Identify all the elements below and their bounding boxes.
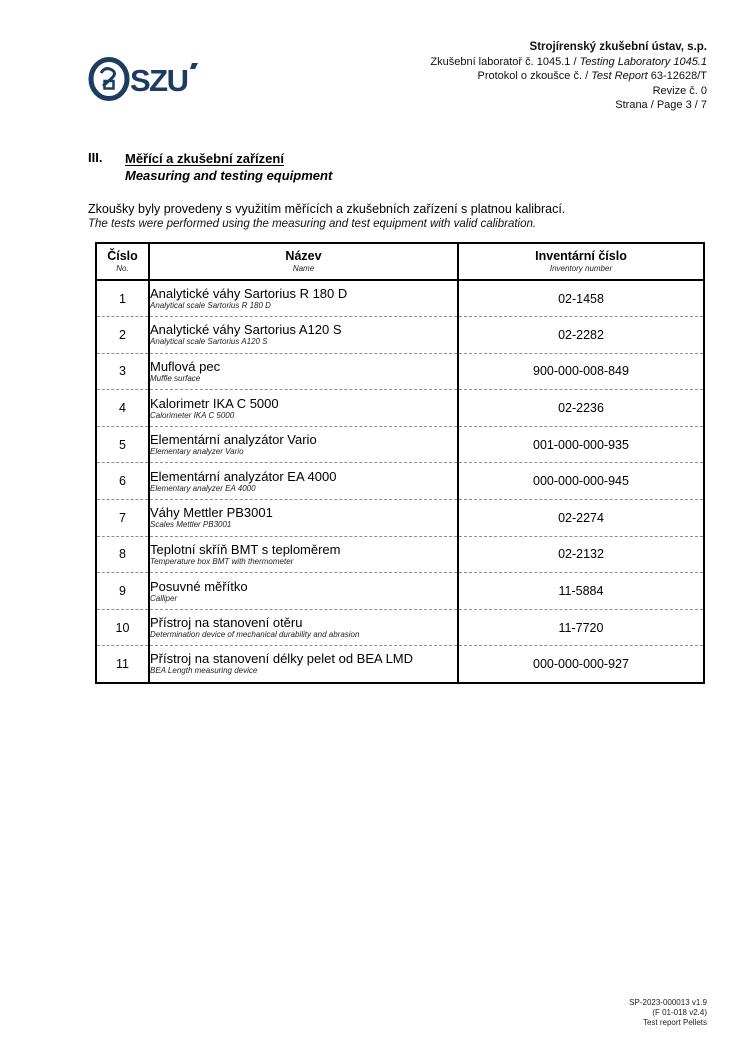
equipment-name-en: Temperature box BMT with thermometer bbox=[150, 556, 294, 566]
report-line bbox=[430, 69, 707, 84]
report-header bbox=[430, 40, 707, 113]
section-heading bbox=[88, 150, 332, 184]
row-number: 8 bbox=[96, 536, 149, 573]
equipment-name-en: Scales Mettler PB3001 bbox=[150, 520, 232, 530]
header-cell-name bbox=[149, 243, 458, 280]
equipment-name-en: Elementary analyzer EA 4000 bbox=[150, 483, 256, 493]
equipment-name-cell bbox=[149, 353, 458, 390]
section-numeral: III. bbox=[88, 150, 103, 165]
header-inv-en: Inventory number bbox=[549, 264, 613, 273]
row-number: 9 bbox=[96, 573, 149, 610]
table-row bbox=[96, 353, 704, 390]
szu-logo bbox=[88, 56, 204, 102]
inventory-number: 11-5884 bbox=[458, 573, 704, 610]
row-number: 1 bbox=[119, 291, 126, 306]
equipment-name-cz: Posuvné měřítko bbox=[150, 578, 248, 594]
table-row bbox=[96, 646, 704, 683]
intro-cz: Zkoušky byly provedeny s využitím měřících a zkušebních zařízení s platnou kalibrací. bbox=[88, 202, 566, 216]
equipment-name-en: Muffle surface bbox=[150, 373, 201, 383]
section-title-cz: Měřící a zkušební zařízení bbox=[125, 151, 284, 166]
table-row bbox=[96, 317, 704, 354]
table-header-row bbox=[96, 243, 704, 280]
inventory-number: 02-1458 bbox=[558, 291, 604, 306]
company-name: Strojírenský zkušební ústav, s.p. bbox=[529, 41, 707, 53]
inventory-number: 02-2282 bbox=[458, 317, 704, 354]
equipment-name-cz: Elementární analyzátor Vario bbox=[150, 432, 317, 448]
revision-line: Revize č. 0 bbox=[652, 84, 707, 97]
inventory-number: 02-2274 bbox=[458, 500, 704, 537]
footer-form-code: (F 01-018 v2.4) bbox=[652, 1008, 707, 1017]
inventory-number: 000-000-000-945 bbox=[458, 463, 704, 500]
row-number: 4 bbox=[96, 390, 149, 427]
equipment-name-cell bbox=[149, 536, 458, 573]
header-cell-inventory bbox=[458, 243, 704, 280]
row-number: 11 bbox=[96, 646, 149, 683]
report-number: 63-12628/T bbox=[647, 70, 707, 83]
lab-line bbox=[430, 55, 707, 70]
table-row bbox=[96, 609, 704, 646]
row-number: 10 bbox=[96, 609, 149, 646]
intro-en: The tests were performed using the measuring and test equipment with valid calibration. bbox=[88, 218, 537, 230]
inventory-number: 000-000-000-927 bbox=[458, 646, 704, 683]
report-line-cz: Protokol o zkoušce č. / bbox=[477, 70, 592, 83]
equipment-name-en: Elementary analyzer Vario bbox=[150, 447, 244, 457]
inventory-number: 02-2132 bbox=[458, 536, 704, 573]
equipment-name-cz: Váhy Mettler PB3001 bbox=[150, 505, 273, 521]
header-inv-cz: Inventární číslo bbox=[535, 249, 627, 263]
equipment-name-cell bbox=[149, 426, 458, 463]
logo-accent bbox=[190, 63, 198, 69]
equipment-name-cz: Analytické váhy Sartorius R 180 D bbox=[150, 286, 348, 302]
table-row bbox=[96, 573, 704, 610]
header-no-cz: Číslo bbox=[107, 249, 138, 263]
page-number-line: Strana / Page 3 / 7 bbox=[615, 99, 707, 112]
equipment-name-cz: Kalorimetr IKA C 5000 bbox=[150, 395, 279, 411]
row-number: 7 bbox=[96, 500, 149, 537]
table-row bbox=[96, 390, 704, 427]
table-row bbox=[96, 280, 704, 317]
row-number: 2 bbox=[96, 317, 149, 354]
footer-doc-code: SP-2023-000013 v1.9 bbox=[629, 998, 707, 1007]
equipment-name-en: Analytical scale Sartorius A120 S bbox=[150, 337, 268, 347]
equipment-name-cz: Analytické váhy Sartorius A120 S bbox=[150, 322, 342, 338]
row-number: 3 bbox=[96, 353, 149, 390]
equipment-name-cell bbox=[149, 317, 458, 354]
inventory-number: 900-000-008-849 bbox=[458, 353, 704, 390]
lab-line-cz: Zkušební laboratoř č. 1045.1 / bbox=[430, 55, 580, 68]
equipment-name-cz: Muflová pec bbox=[150, 358, 221, 374]
equipment-table bbox=[95, 242, 705, 684]
inventory-number: 11-7720 bbox=[458, 609, 704, 646]
header-name-en: Name bbox=[292, 264, 315, 273]
equipment-name-cell bbox=[149, 646, 458, 683]
section-titles bbox=[125, 150, 332, 184]
inventory-number: 02-2236 bbox=[458, 390, 704, 427]
header-name-cz: Název bbox=[285, 249, 322, 263]
equipment-name-cell bbox=[149, 609, 458, 646]
equipment-name-cz: Přístroj na stanovení délky pelet od BEA LMD bbox=[150, 651, 414, 667]
equipment-name-cell bbox=[149, 573, 458, 610]
document-footer bbox=[629, 998, 707, 1028]
equipment-name-cell bbox=[149, 500, 458, 537]
lab-line-en: Testing Laboratory 1045.1 bbox=[579, 55, 707, 68]
row-number: 5 bbox=[96, 426, 149, 463]
footer-doc-name: Test report Pellets bbox=[642, 1018, 707, 1027]
equipment-name-en: Calliper bbox=[150, 593, 178, 603]
header-cell-no bbox=[96, 243, 149, 280]
logo-text: SZU bbox=[130, 63, 188, 98]
row-number: 6 bbox=[96, 463, 149, 500]
section-title-en: Measuring and testing equipment bbox=[125, 168, 333, 183]
equipment-name-cell bbox=[149, 390, 458, 427]
intro-paragraph bbox=[88, 201, 565, 232]
equipment-name-cell bbox=[149, 280, 458, 317]
header-no-en: No. bbox=[116, 264, 129, 273]
table-row bbox=[96, 536, 704, 573]
table-row bbox=[96, 500, 704, 537]
equipment-name-cell bbox=[149, 463, 458, 500]
report-line-en: Test Report bbox=[591, 70, 648, 83]
equipment-name-cz: Elementární analyzátor EA 4000 bbox=[150, 468, 337, 484]
equipment-name-cz: Přístroj na stanovení otěru bbox=[150, 615, 303, 631]
equipment-name-cz: Teplotní skříň BMT s teploměrem bbox=[150, 541, 341, 557]
equipment-name-en: Analytical scale Sartorius R 180 D bbox=[150, 301, 271, 311]
equipment-name-en: BEA Length measuring device bbox=[150, 666, 258, 676]
equipment-name-en: Calorimeter IKA C 5000 bbox=[150, 410, 235, 420]
inventory-number: 001-000-000-935 bbox=[458, 426, 704, 463]
equipment-name-en: Determination device of mechanical durability and abrasion bbox=[150, 630, 360, 640]
table-row bbox=[96, 463, 704, 500]
table-row bbox=[96, 426, 704, 463]
szu-logo-icon bbox=[88, 56, 204, 102]
